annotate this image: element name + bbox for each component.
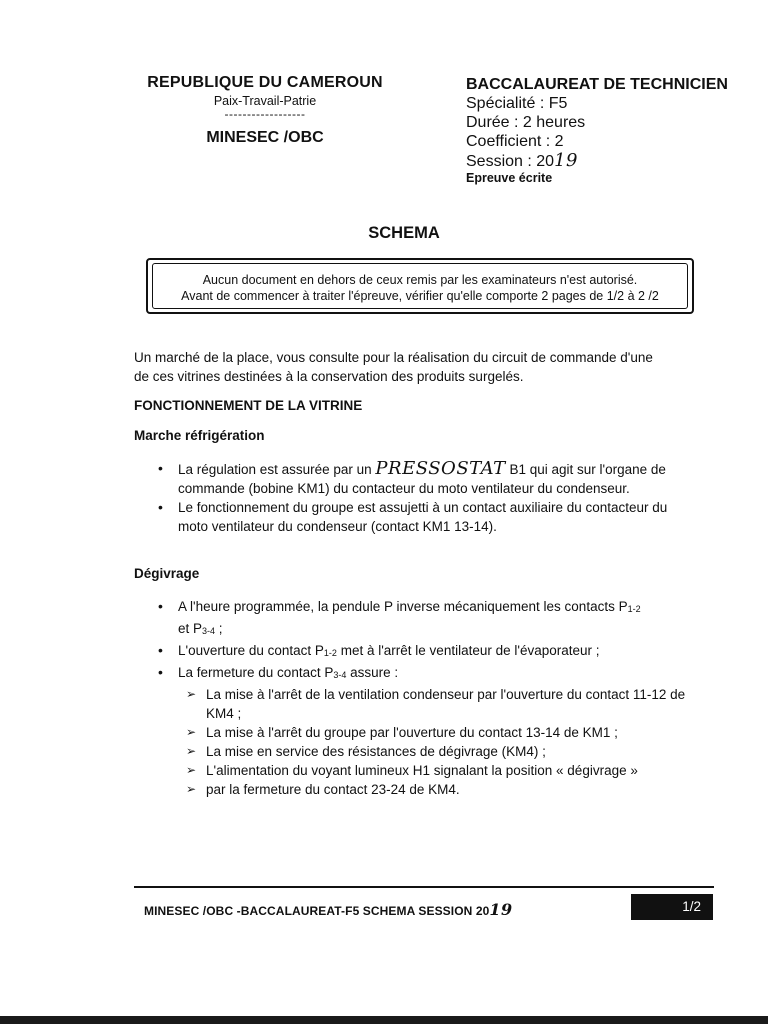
duration: Durée : 2 heures — [466, 114, 586, 131]
scan-bottom-edge — [0, 1016, 768, 1024]
section-heading-defrost: Dégivrage — [134, 566, 200, 581]
list-item: • Le fonctionnement du groupe est assujetti à un contact auxiliaire du contacteur du moto ventilateur du condenseur (contact KM1 13-14). — [154, 498, 674, 536]
footer-text: MINESEC /OBC -BACCALAUREAT-F5 SCHEMA SESSION 2019 — [144, 900, 513, 919]
national-motto: Paix-Travail-Patrie — [213, 94, 317, 108]
refrigeration-list — [154, 459, 674, 536]
coefficient: Coefficient : 2 — [466, 133, 564, 150]
intro-paragraph: Un marché de la place, vous consulte pour la réalisation du circuit de commande d'une de ces vitrines destinées à la conservation des produits surgelés. — [134, 350, 653, 384]
session — [466, 151, 756, 171]
written-exam-label: Epreuve écrite — [466, 171, 553, 185]
handwritten-pressostat: PRESSOSTAT — [375, 458, 506, 479]
defrost-sublist — [184, 685, 694, 799]
session-year-handwritten: 19 — [554, 150, 578, 171]
page-number: 1/2 — [631, 894, 713, 920]
ministry-name: MINESEC /OBC — [206, 129, 324, 146]
sublist-item: ➢ par la fermeture du contact 23-24 de KM4. — [184, 780, 694, 799]
notice-box — [146, 258, 694, 314]
list-item: • L'ouverture du contact $P_{1-2}$ met à l'arrêt le ventilateur de l'évaporateur ; — [154, 641, 694, 663]
speciality: Spécialité : F5 — [466, 95, 568, 112]
header-left — [130, 74, 400, 147]
subject-title: SCHEMA — [368, 224, 440, 242]
notice-line-1: Aucun document en dehors de ceux remis par les examinateurs n'est autorisé. — [202, 273, 638, 287]
session-label: Session : 20 — [466, 153, 555, 170]
sublist-item: ➢ La mise à l'arrêt du groupe par l'ouverture du contact 13-14 de KM1 ; — [184, 723, 694, 742]
country-name: REPUBLIQUE DU CAMEROUN — [147, 74, 383, 91]
header-right — [466, 76, 756, 185]
list-item: • La régulation est assurée par un PRESSOSTAT B1 qui agit sur l'organe de commande (bobine KM1) du contacteur du moto ventilateur du condenseur. — [154, 459, 674, 498]
list-item: • La fermeture du contact $P_{3-4}$ assure : ➢ La mise à l'arrêt de la ventilation condenseur par l'ouverture du contact 11-12 de KM4 ; ➢ La mise à l'arrêt du groupe par l'ouverture du contact 13-14 de KM1 ; ➢ La mise en service des résistances de dégivrage (KM4) ; ➢ L'alimentation du voyant lumineux H1 signalant la position « dégivrage » ➢ par la fermeture du contact 23-24 de KM4. — [154, 663, 694, 799]
footer-year-handwritten: 19 — [489, 900, 513, 919]
section-heading-main: FONCTIONNEMENT DE LA VITRINE — [134, 398, 363, 413]
sublist-item: ➢ La mise à l'arrêt de la ventilation condenseur par l'ouverture du contact 11-12 de KM4 ; — [184, 685, 694, 723]
exam-name: BACCALAUREAT DE TECHNICIEN — [466, 76, 728, 93]
list-item: • A l'heure programmée, la pendule P inverse mécaniquement les contacts $P_{1-2}$ et $P_{3-4}$ ; — [154, 597, 694, 641]
section-heading-refrigeration: Marche réfrigération — [134, 428, 265, 443]
defrost-list — [154, 597, 694, 799]
footer-rule — [134, 886, 714, 888]
header-separator: ------------------ — [224, 107, 306, 121]
sublist-item: ➢ La mise en service des résistances de dégivrage (KM4) ; — [184, 742, 694, 761]
sublist-item: ➢ L'alimentation du voyant lumineux H1 signalant la position « dégivrage » — [184, 761, 694, 780]
notice-inner — [152, 263, 688, 309]
notice-line-2: Avant de commencer à traiter l'épreuve, vérifier qu'elle comporte 2 pages de 1/2 à 2 /2 — [181, 289, 659, 303]
